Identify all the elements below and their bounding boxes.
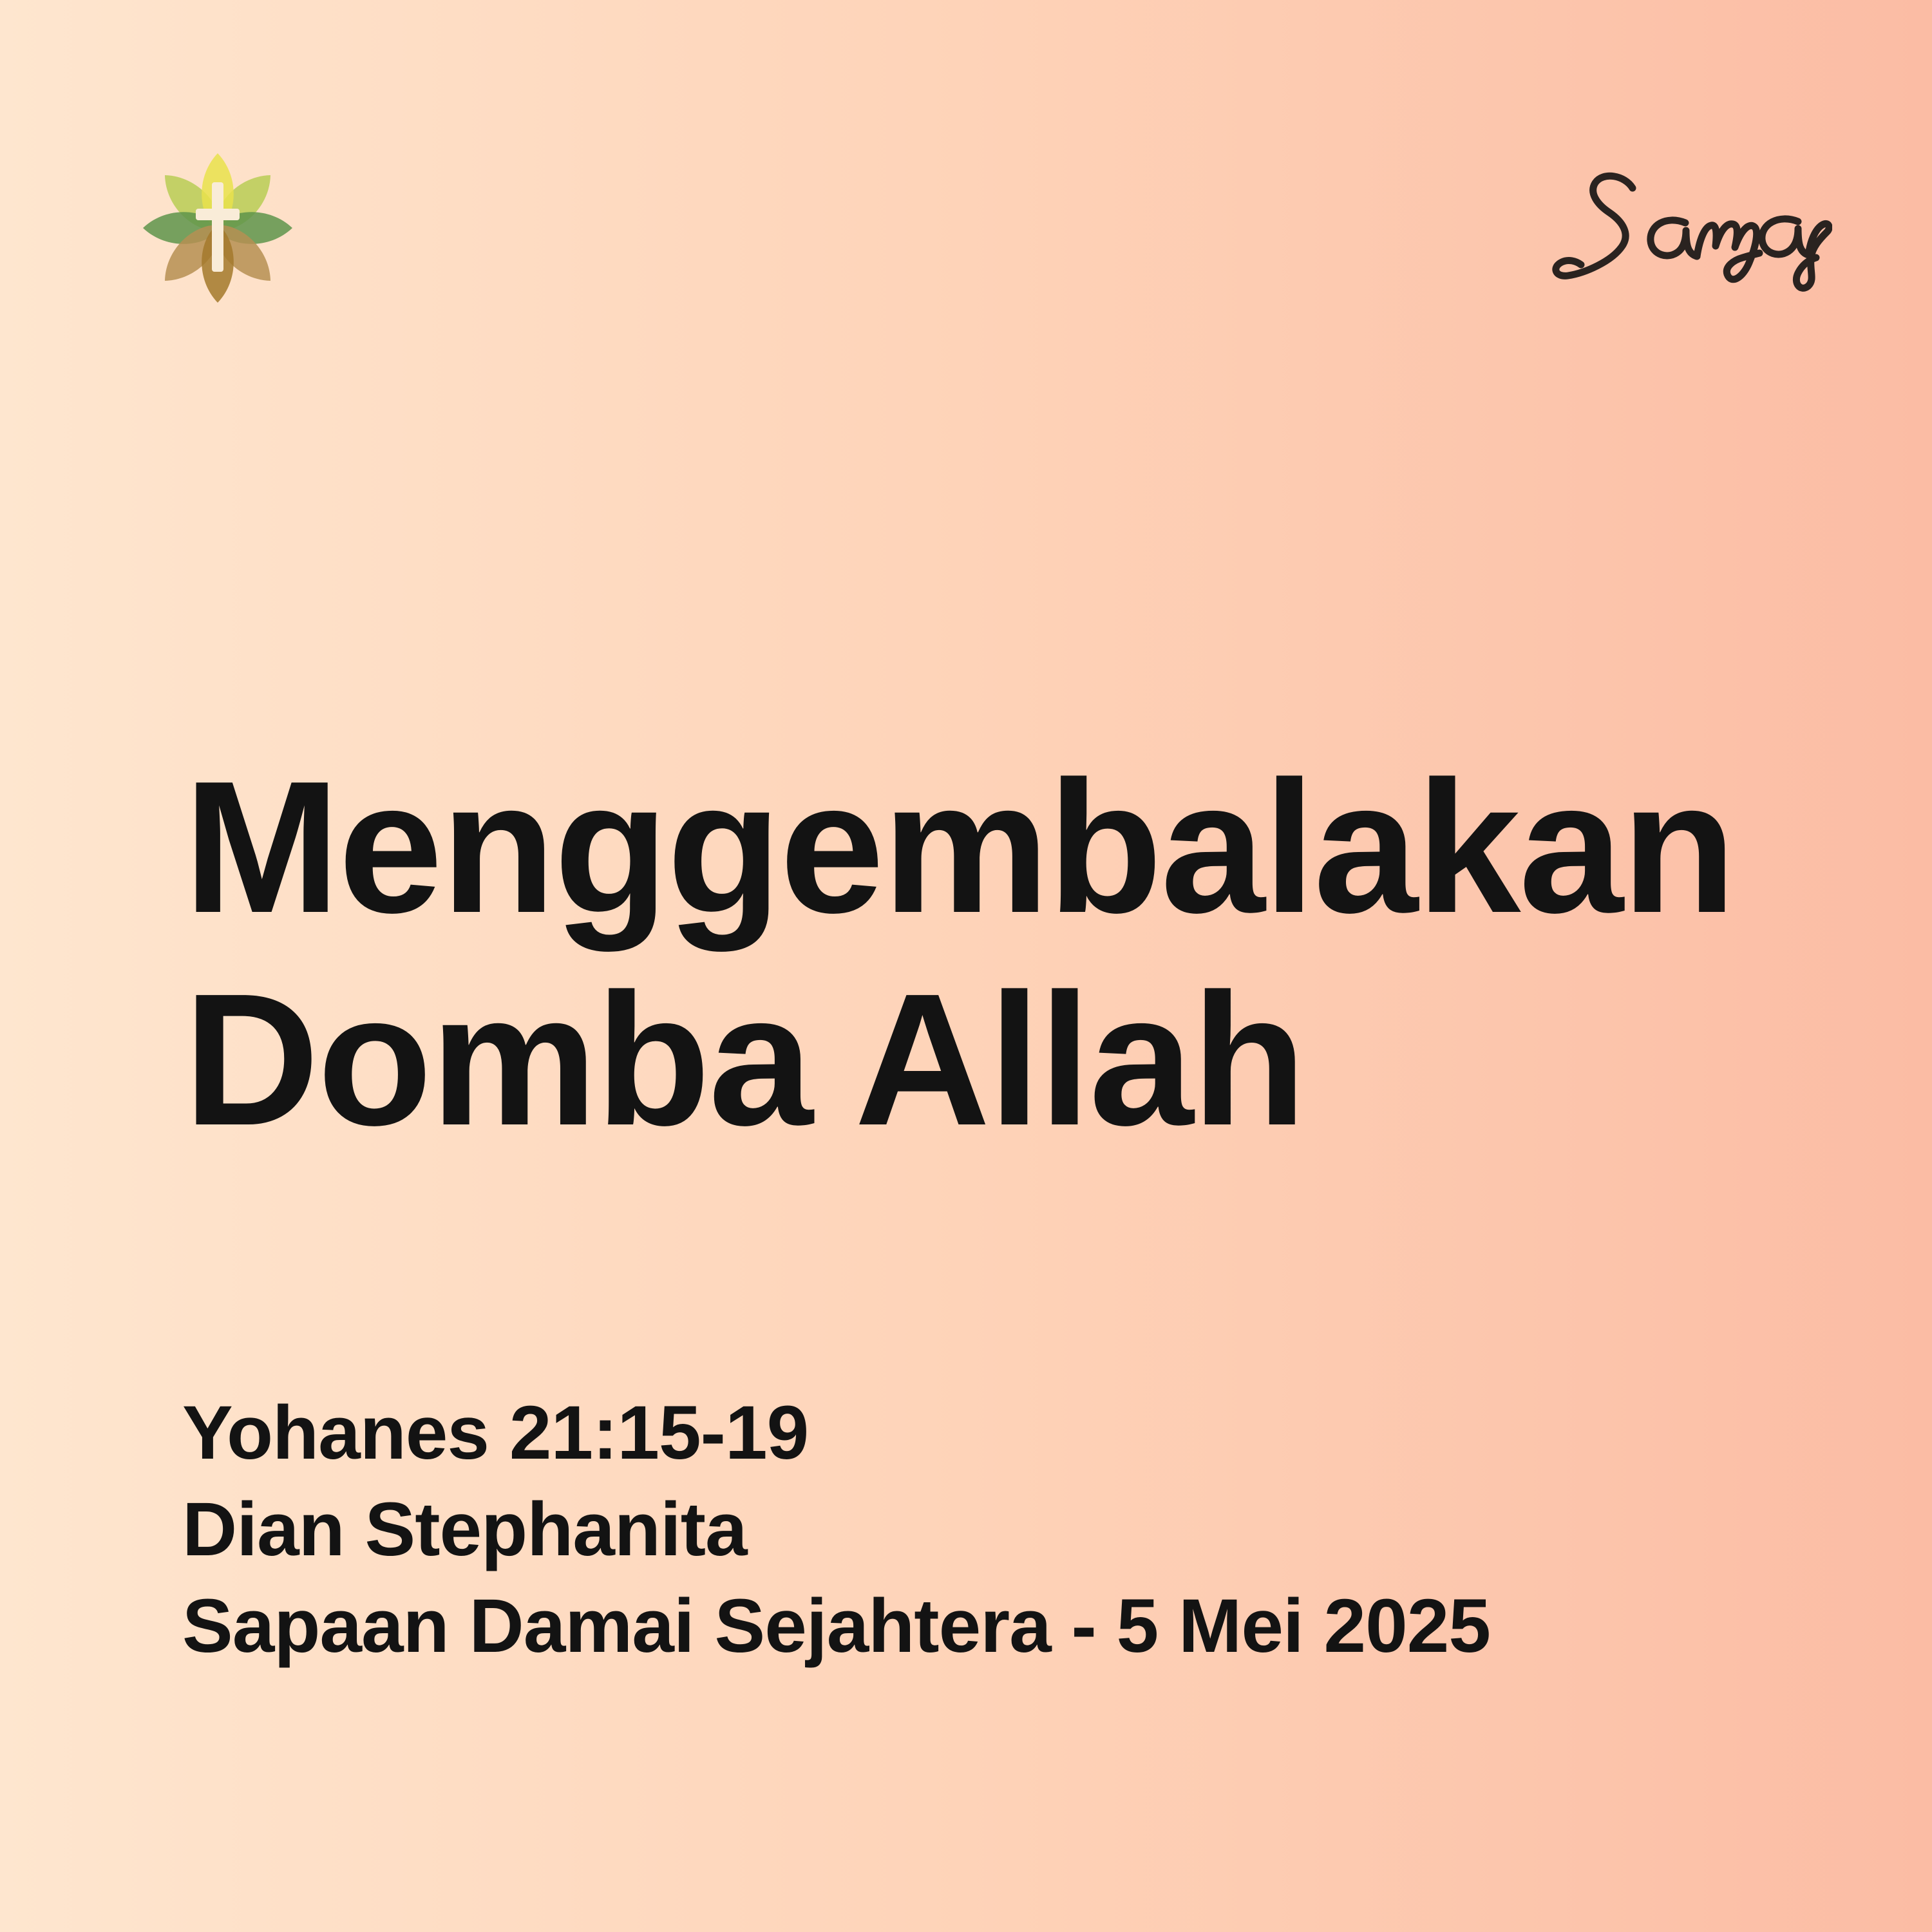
flower-cross-logo — [135, 147, 300, 307]
scripture-reference: Yohanes 21:15-19 — [182, 1390, 809, 1475]
script-letter-a1 — [1651, 220, 1697, 256]
speaker-name: Dian Stephanita — [182, 1487, 747, 1572]
script-letter-m — [1697, 224, 1759, 279]
title-line-1: Menggembalakan — [184, 742, 1735, 952]
title-line-2: Domba Allah — [184, 954, 1305, 1164]
script-letter-S — [1556, 176, 1633, 276]
flower-cross-logo-svg — [135, 147, 300, 307]
details-block — [182, 1385, 1728, 1674]
page-title — [184, 741, 1832, 1166]
script-letter-a2 — [1762, 219, 1808, 255]
samas-script-logo — [1536, 169, 1832, 301]
samas-script-logo-svg — [1536, 169, 1832, 301]
series-date: Sapaan Damai Sejahtera - 5 Mei 2025 — [182, 1584, 1491, 1669]
